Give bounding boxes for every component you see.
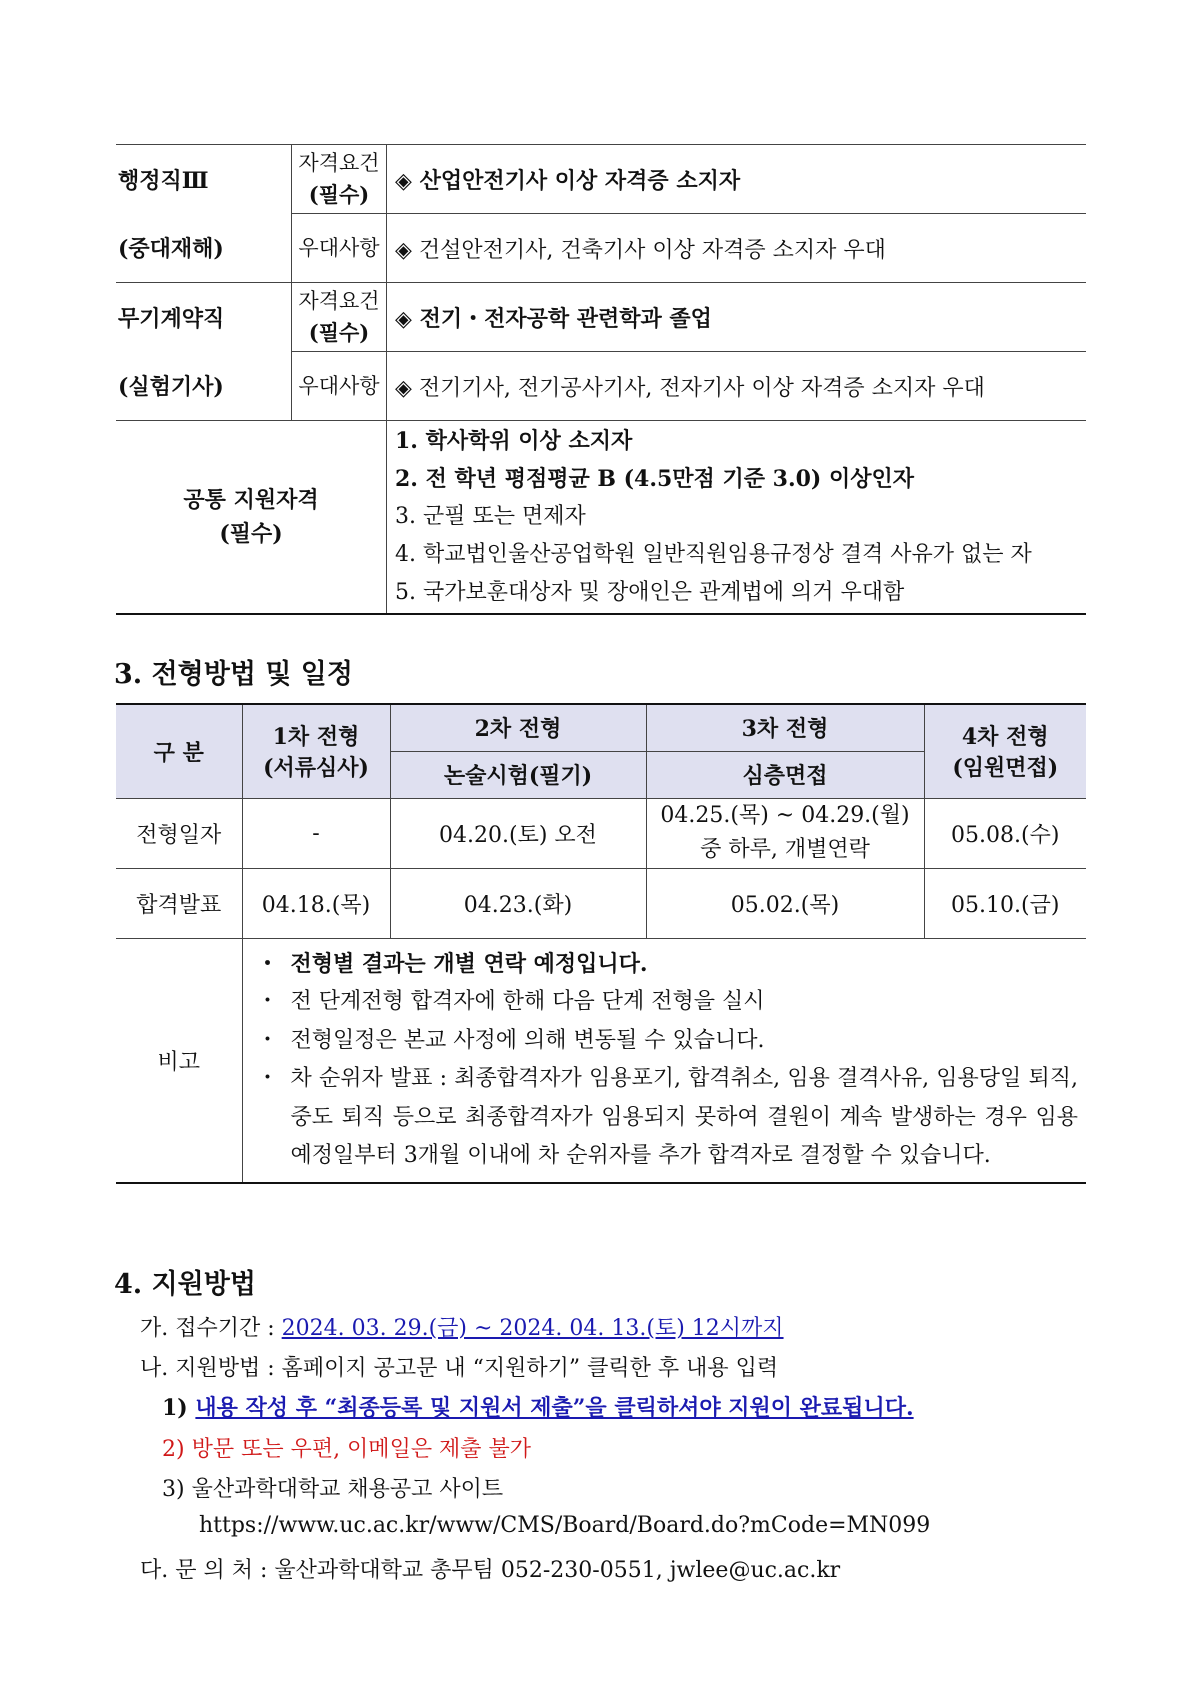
- schedule-table: [116, 703, 1086, 1184]
- table-cell: [646, 798, 924, 868]
- common-list: [387, 421, 1087, 615]
- list-item: 4. 학교법인울산공업학원 일반직원임용규정상 결격 사유가 없는 자: [395, 542, 1032, 567]
- header-stage-1-line2: (서류심사): [263, 755, 369, 782]
- header-category: 구 분: [116, 704, 242, 798]
- table-row: [116, 868, 1086, 938]
- position-subtitle: (실험기사): [116, 352, 292, 421]
- header-stage-1: [242, 704, 390, 798]
- section-4-title: 4. 지원방법: [114, 1269, 256, 1300]
- table-cell: -: [242, 798, 390, 868]
- header-stage-3: 3차 전형: [646, 704, 924, 751]
- table-cell: 05.08.(수): [924, 798, 1086, 868]
- qualification-row: [116, 214, 1086, 283]
- remark-text: 전형별 결과는 개별 연락 예정입니다.: [290, 950, 648, 977]
- table-cell: 04.23.(화): [390, 868, 646, 938]
- submission-notice: [162, 1391, 914, 1422]
- recruit-site-label: 3) 울산과학대학교 채용공고 사이트: [162, 1477, 504, 1502]
- remark-text: 전 단계전형 합격자에 한해 다음 단계 전형을 실시: [290, 989, 765, 1014]
- required-label: [292, 145, 387, 214]
- notice-text: 내용 작성 후 “최종등록 및 지원서 제출”을 클릭하셔야 지원이 완료됩니다.: [195, 1395, 914, 1421]
- required-label: [292, 283, 387, 352]
- common-label-line2: (필수): [219, 521, 283, 547]
- table-cell: 04.20.(토) 오전: [390, 798, 646, 868]
- header-stage-2-sub: 논술시험(필기): [390, 751, 646, 798]
- bullet: ・: [256, 989, 279, 1014]
- remark-item: [257, 1060, 1079, 1176]
- common-label: [116, 421, 387, 615]
- required-label-line1: 자격요건: [298, 151, 380, 175]
- row-label: 전형일자: [116, 798, 242, 868]
- position-subtitle: (중대재해): [116, 214, 292, 283]
- contact-info: 다. 문 의 처 : 울산과학대학교 총무팀 052-230-0551, jwlee@uc.ac.kr: [140, 1558, 841, 1583]
- table-row: [116, 798, 1086, 868]
- notice-number: 1): [162, 1395, 196, 1421]
- qualification-row: [116, 283, 1086, 352]
- preferred-text: ◈ 전기기사, 전기공사기사, 전자기사 이상 자격증 소지자 우대: [387, 352, 1087, 421]
- required-text: ◈ 산업안전기사 이상 자격증 소지자: [387, 145, 1087, 214]
- header-stage-4-line1: 4차 전형: [961, 724, 1049, 751]
- required-label-line2: (필수): [308, 320, 370, 345]
- header-stage-4-line2: (임원면접): [952, 755, 1059, 782]
- remark-item: [257, 945, 1079, 984]
- list-item: 3. 군필 또는 면제자: [395, 504, 586, 529]
- period-label: 가. 접수기간 :: [140, 1316, 282, 1341]
- recruit-site-url[interactable]: https://www.uc.ac.kr/www/CMS/Board/Board.do?mCode=MN099: [199, 1513, 931, 1538]
- required-label-line2: (필수): [308, 182, 370, 207]
- period-value: 2024. 03. 29.(금) ~ 2024. 04. 13.(토) 12시까지: [281, 1316, 784, 1341]
- section-3-title: 3. 전형방법 및 일정: [114, 659, 353, 690]
- header-stage-3-sub: 심층면접: [646, 751, 924, 798]
- qualifications-table: [116, 144, 1086, 615]
- header-stage-2: 2차 전형: [390, 704, 646, 751]
- common-label-line1: 공통 지원자격: [183, 487, 319, 513]
- remarks-cell: [242, 938, 1086, 1183]
- header-stage-1-line1: 1차 전형: [272, 724, 360, 751]
- preferred-label: 우대사항: [292, 214, 387, 283]
- list-item: 5. 국가보훈대상자 및 장애인은 관계법에 의거 우대함: [395, 580, 905, 605]
- remark-text: 전형일정은 본교 사정에 의해 변동될 수 있습니다.: [290, 1027, 765, 1053]
- remark-text: 차 순위자 발표 : 최종합격자가 임용포기, 합격취소, 임용 결격사유, 임용당일 퇴직, 중도 퇴직 등으로 최종합격자가 임용되지 못하여 결원이 계속 발생하는 경우 임용예정일부터 3개월 이내에 차 순위자를 추가 합격자로 결정할 수 있습니다.: [290, 1066, 1078, 1168]
- row-label: 합격발표: [116, 868, 242, 938]
- row-label: 비고: [116, 938, 242, 1183]
- preferred-text: ◈ 건설안전기사, 건축기사 이상 자격증 소지자 우대: [387, 214, 1087, 283]
- remark-item: [257, 1022, 1079, 1061]
- table-cell: 05.02.(목): [646, 868, 924, 938]
- position-name: 행정직Ⅲ: [116, 145, 292, 214]
- table-cell: 04.18.(목): [242, 868, 390, 938]
- remarks-row: [116, 938, 1086, 1183]
- preferred-label: 우대사항: [292, 352, 387, 421]
- cell-line: 04.25.(목) ~ 04.29.(월): [660, 803, 910, 828]
- required-label-line1: 자격요건: [298, 289, 380, 313]
- remark-item: [257, 983, 1079, 1022]
- schedule-header-row: [116, 704, 1086, 751]
- list-item: 1. 학사학위 이상 소지자: [395, 428, 633, 454]
- bullet: ・: [256, 950, 279, 977]
- application-method: 나. 지원방법 : 홈페이지 공고문 내 “지원하기” 클릭한 후 내용 입력: [140, 1356, 779, 1381]
- header-stage-4: [924, 704, 1086, 798]
- bullet: ・: [256, 1066, 279, 1091]
- table-cell: 05.10.(금): [924, 868, 1086, 938]
- required-text: ◈ 전기・전자공학 관련학과 졸업: [387, 283, 1087, 352]
- common-qualification-row: [116, 421, 1086, 615]
- no-mail-notice: 2) 방문 또는 우편, 이메일은 제출 불가: [162, 1437, 532, 1462]
- list-item: 2. 전 학년 평점평균 B (4.5만점 기준 3.0) 이상인자: [395, 466, 914, 492]
- application-period: [140, 1311, 784, 1342]
- position-name: 무기계약직: [118, 305, 225, 332]
- qualification-row: [116, 352, 1086, 421]
- bullet: ・: [256, 1027, 279, 1053]
- qualification-row: [116, 145, 1086, 214]
- cell-line: 중 하루, 개별연락: [700, 837, 870, 862]
